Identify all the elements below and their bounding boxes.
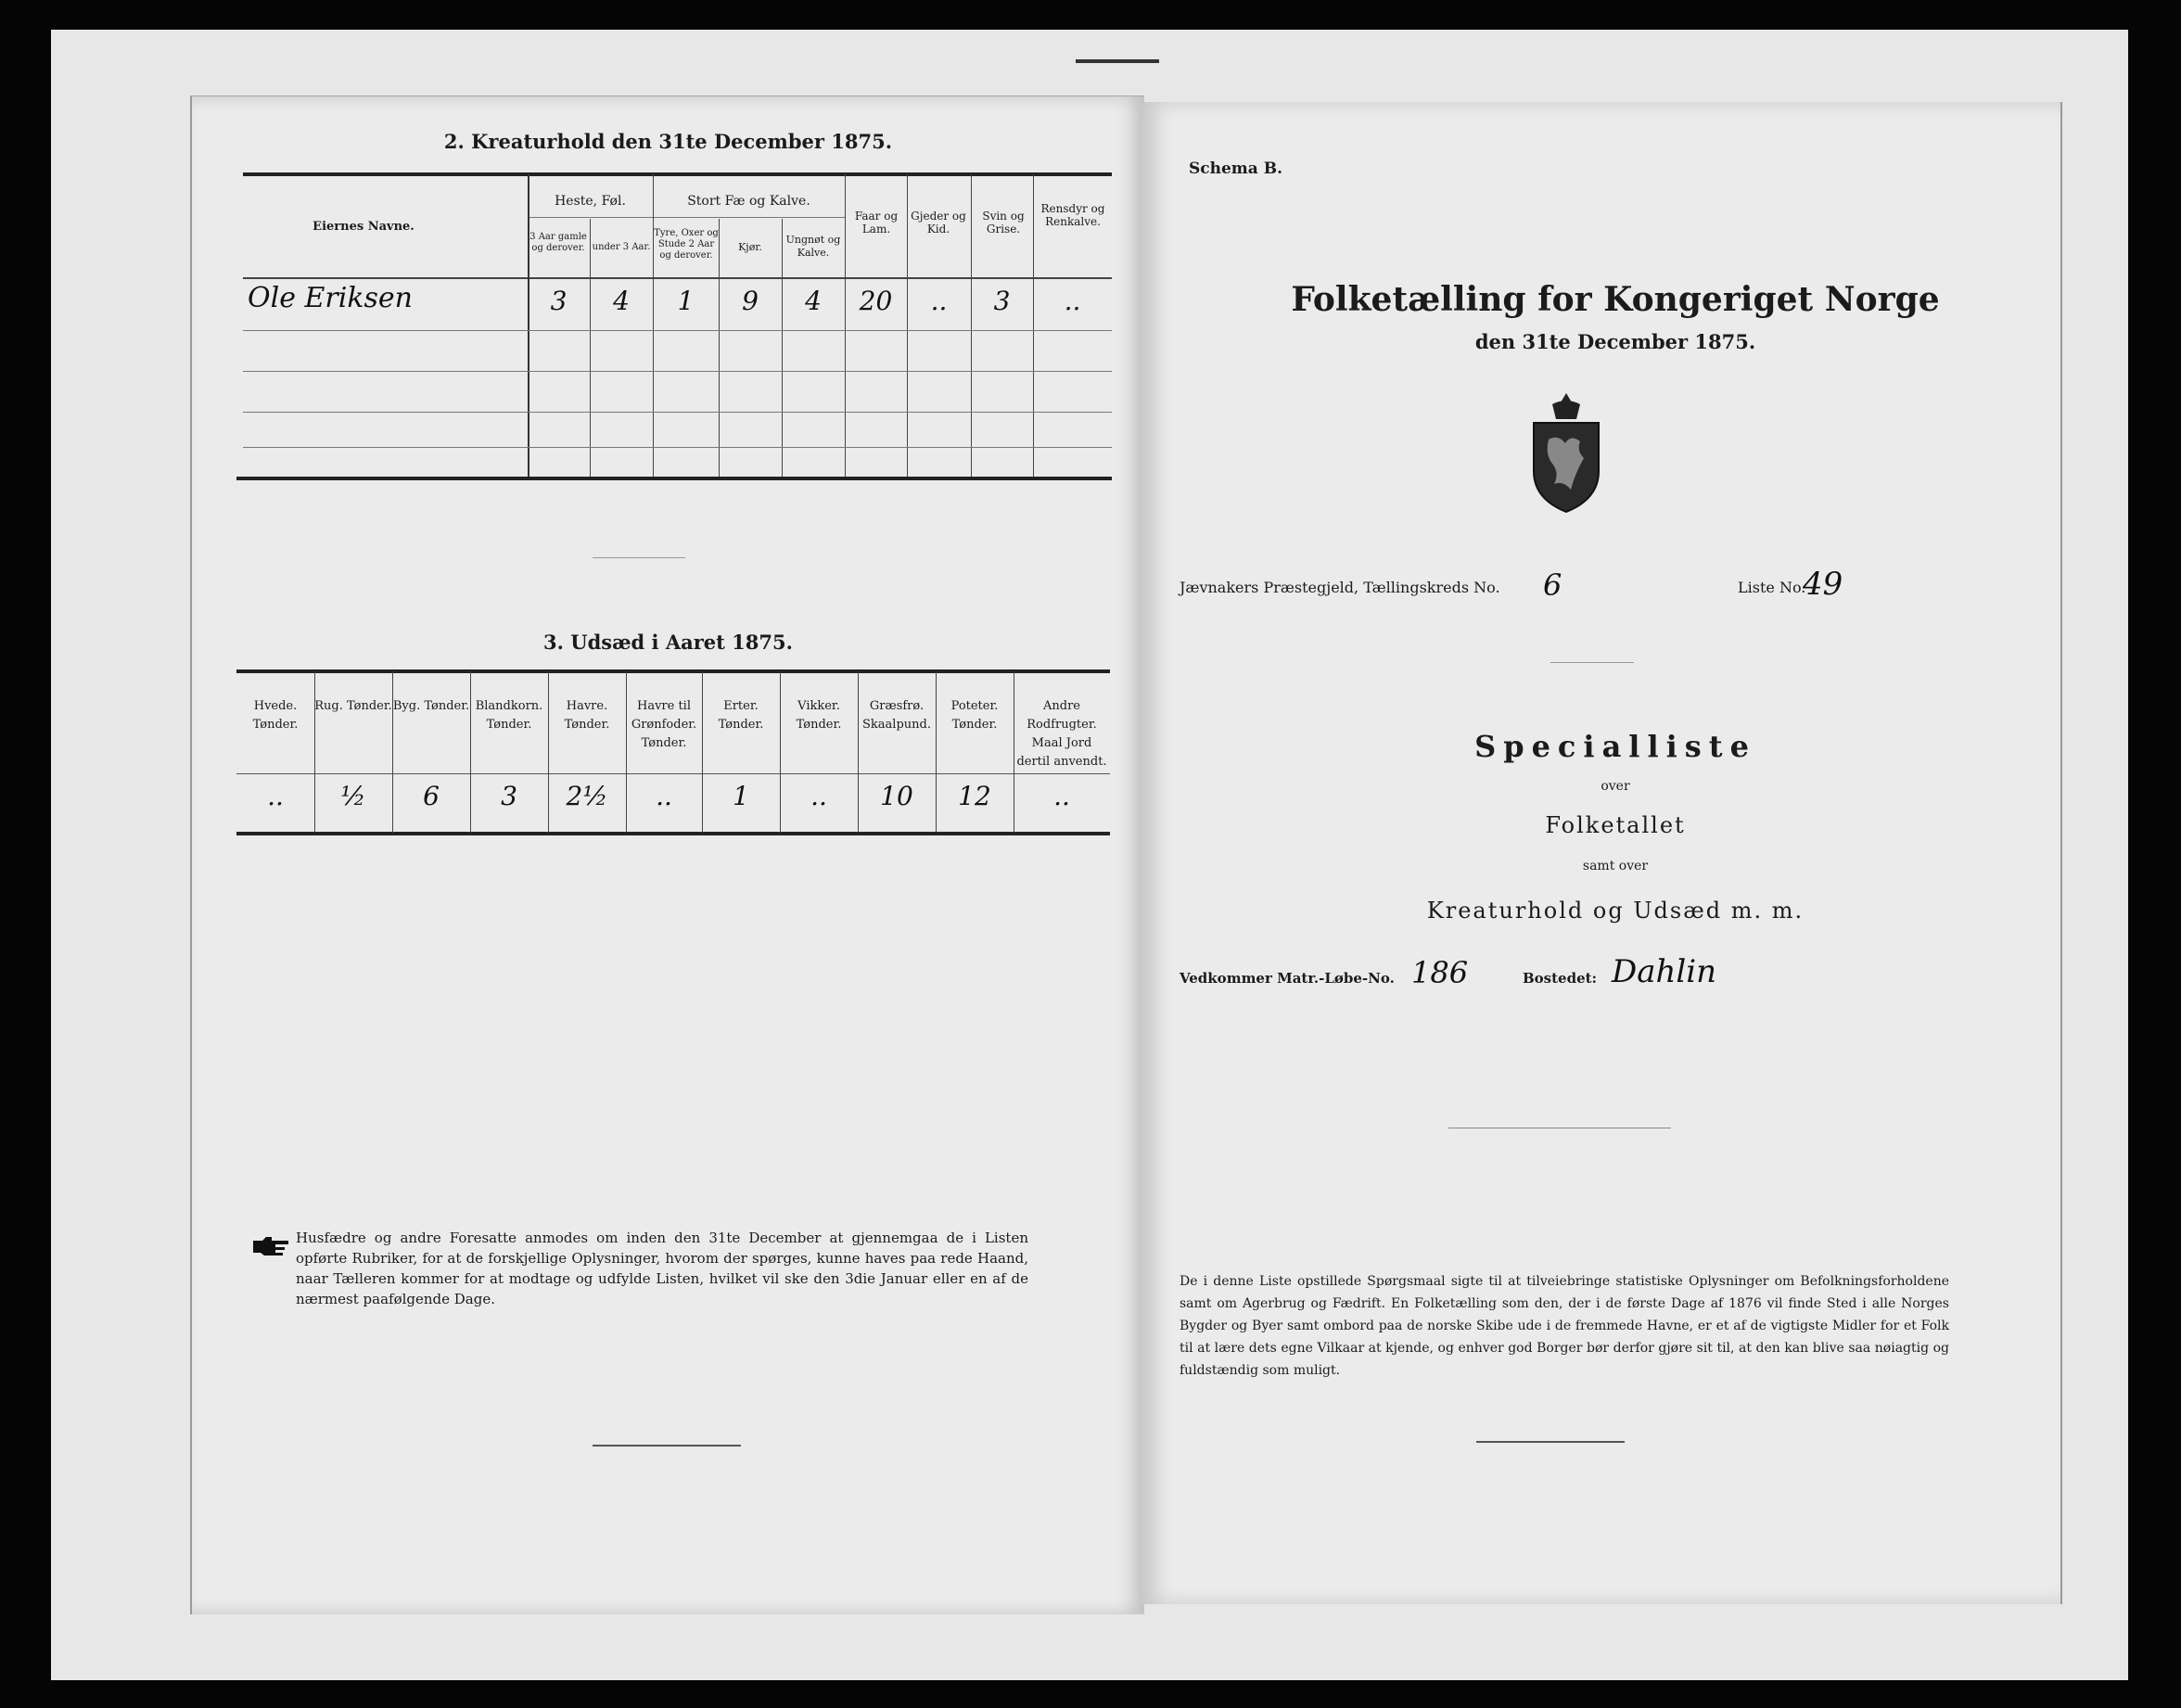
- value-cell: 3: [993, 286, 1011, 316]
- vline: [528, 174, 529, 478]
- table3-value-4: 2½: [566, 781, 608, 811]
- row-rule: [243, 330, 1112, 331]
- table3-value-9: 12: [958, 781, 991, 811]
- table3-header-1: Rug. Tønder.: [314, 699, 392, 713]
- table3-column-divider: [780, 671, 781, 833]
- folketallet-label: Folketallet: [1545, 812, 1686, 838]
- separator: [593, 557, 685, 558]
- sub-header-7: Gjeder og Kid.: [911, 210, 966, 236]
- row-rule: [243, 447, 1112, 448]
- coat-of-arms-icon: [1524, 391, 1608, 514]
- heste-header: Heste, Føl.: [555, 194, 626, 209]
- table3-value-6: 1: [733, 781, 749, 811]
- vline: [845, 174, 846, 478]
- vline: [782, 219, 783, 478]
- table3-header-3: Blandkorn. Tønder.: [475, 699, 543, 732]
- table3-top-rule: [236, 669, 1110, 673]
- table3-value-1: ½: [340, 781, 366, 811]
- main-subtitle: den 31te December 1875.: [1474, 330, 1756, 353]
- sub-header-2: under 3 Aar.: [592, 242, 651, 252]
- sub-header-3: Tyre, Oxer og Stude 2 Aar og derover.: [654, 228, 719, 261]
- stort-fae-header: Stort Fæ og Kalve.: [687, 194, 810, 209]
- table3-header-0: Hvede. Tønder.: [252, 699, 299, 732]
- samt-over-label: samt over: [1582, 859, 1649, 873]
- row-rule: [243, 412, 1112, 413]
- parish-label: Jævnakers Præstegjeld, Tællingskreds No.: [1180, 579, 1500, 596]
- table3-header-9: Poteter. Tønder.: [950, 699, 999, 732]
- footer-text: De i denne Liste opstillede Spørgsmaal sigte til at tilveiebringe statistiske Oplysninger om Befolkningsforholdene samt om Agerbrug og Fædrift. En Folketælling som den, der i de første Dage af 1876 vil finde Sted i alle Norges Bygder og Byer samt ombord paa de norske Skibe ude i de fremmede Havne, er et af de vigtigste Midler for et Folk til at lære dets egne Vilkaar at kjende, og enhver god Borger bør derfor gjøre sit til, at den kan blive saa nøiagtig og fuldstændig som muligt.: [1180, 1274, 1949, 1378]
- value-cell: ..: [930, 286, 948, 316]
- vline: [907, 174, 908, 478]
- separator: [593, 1445, 741, 1447]
- notice-text: Husfædre og andre Foresatte anmodes om inden den 31te December at gjennemgaa de i Listen opførte Rubriker, for at de forskjellige Oplysninger, hvorom der spørges, kunne haves paa rede Haand, naar Tælleren kommer for at modtage og udfylde Listen, hvilket vil ske den 3die Januar eller en af de nærmest paafølgende Dage.: [296, 1230, 1028, 1307]
- bosted-value: Dahlin: [1612, 953, 1717, 990]
- sub-header-1: 3 Aar gamle og derover.: [529, 232, 587, 253]
- table3-header-4: Havre. Tønder.: [564, 699, 610, 732]
- table3-column-divider: [392, 671, 393, 833]
- bosted-label: Bostedet:: [1523, 970, 1598, 987]
- table3-column-divider: [470, 671, 471, 833]
- table3-column-divider: [702, 671, 703, 833]
- matr-value: 186: [1411, 955, 1469, 990]
- main-title: Folketælling for Kongeriget Norge: [1291, 280, 1940, 319]
- table3-mid-rule: [236, 773, 1110, 774]
- parish-no: 6: [1543, 567, 1562, 603]
- owner-header: Eiernes Navne.: [312, 220, 415, 234]
- table3-value-2: 6: [423, 781, 440, 811]
- sub-header-6: Faar og Lam.: [854, 210, 899, 236]
- table3-column-divider: [626, 671, 627, 833]
- kreaturhold-label: Kreaturhold og Udsæd m. m.: [1426, 898, 1805, 924]
- right-page: [1142, 102, 2062, 1604]
- table3-header-2: Byg. Tønder.: [392, 699, 470, 713]
- left-page: [190, 96, 1144, 1614]
- matr-label: Vedkommer Matr.-Løbe-No.: [1180, 970, 1395, 987]
- vline: [1033, 174, 1034, 478]
- specialliste-title: Specialliste: [1474, 729, 1756, 764]
- table3-header-7: Vikker. Tønder.: [796, 699, 842, 732]
- table3-value-3: 3: [501, 781, 517, 811]
- sub-header-4: Kjør.: [738, 241, 762, 253]
- vline: [590, 219, 591, 478]
- value-cell: 20: [859, 286, 893, 316]
- table3-value-5: ..: [656, 781, 672, 811]
- table3-column-divider: [314, 671, 315, 833]
- table2-top-rule: [243, 172, 1112, 176]
- value-cell: 3: [550, 286, 568, 316]
- value-cell: 1: [677, 286, 695, 316]
- liste-no: 49: [1803, 566, 1843, 603]
- value-cell: 4: [805, 286, 822, 316]
- vline: [719, 219, 720, 478]
- table3-column-divider: [936, 671, 937, 833]
- table3-value-10: ..: [1053, 781, 1070, 811]
- section3-title: 3. Udsæd i Aaret 1875.: [543, 631, 793, 654]
- value-cell: 4: [613, 286, 630, 316]
- sub-header-8: Svin og Grise.: [982, 210, 1025, 236]
- row-rule: [243, 371, 1112, 372]
- vline: [971, 174, 972, 478]
- table3-column-divider: [548, 671, 549, 833]
- liste-label: Liste No.: [1738, 579, 1806, 596]
- vline: [653, 174, 654, 478]
- separator: [1476, 1441, 1625, 1443]
- top-mark: [1076, 59, 1159, 63]
- table3-header-8: Græsfrø. Skaalpund.: [862, 699, 931, 732]
- table3-header-5: Havre til Grønfoder. Tønder.: [631, 699, 697, 750]
- table3-bottom-rule: [236, 832, 1110, 835]
- pointing-hand-icon: [251, 1235, 290, 1257]
- group-rule: [528, 217, 845, 218]
- table2-header-rule: [243, 277, 1112, 279]
- over-label: over: [1601, 779, 1630, 794]
- separator: [1550, 662, 1634, 663]
- section2-title: 2. Kreaturhold den 31te December 1875.: [443, 130, 893, 153]
- sub-header-9: Rensdyr og Renkalve.: [1040, 202, 1105, 228]
- table3-value-8: 10: [880, 781, 913, 811]
- table3-value-0: ..: [267, 781, 284, 811]
- table3-value-7: ..: [810, 781, 827, 811]
- table3-column-divider: [858, 671, 859, 833]
- schema-label: Schema B.: [1189, 159, 1283, 178]
- sub-header-5: Ungnøt og Kalve.: [785, 234, 841, 259]
- value-cell: 9: [742, 286, 759, 316]
- table3-header-6: Erter. Tønder.: [718, 699, 764, 732]
- value-cell: ..: [1064, 286, 1081, 316]
- owner-name: Ole Eriksen: [248, 282, 413, 314]
- table3-header-10: Andre Rodfrugter. Maal Jord dertil anvendt.: [1016, 699, 1107, 769]
- table2-bottom-rule: [236, 477, 1112, 480]
